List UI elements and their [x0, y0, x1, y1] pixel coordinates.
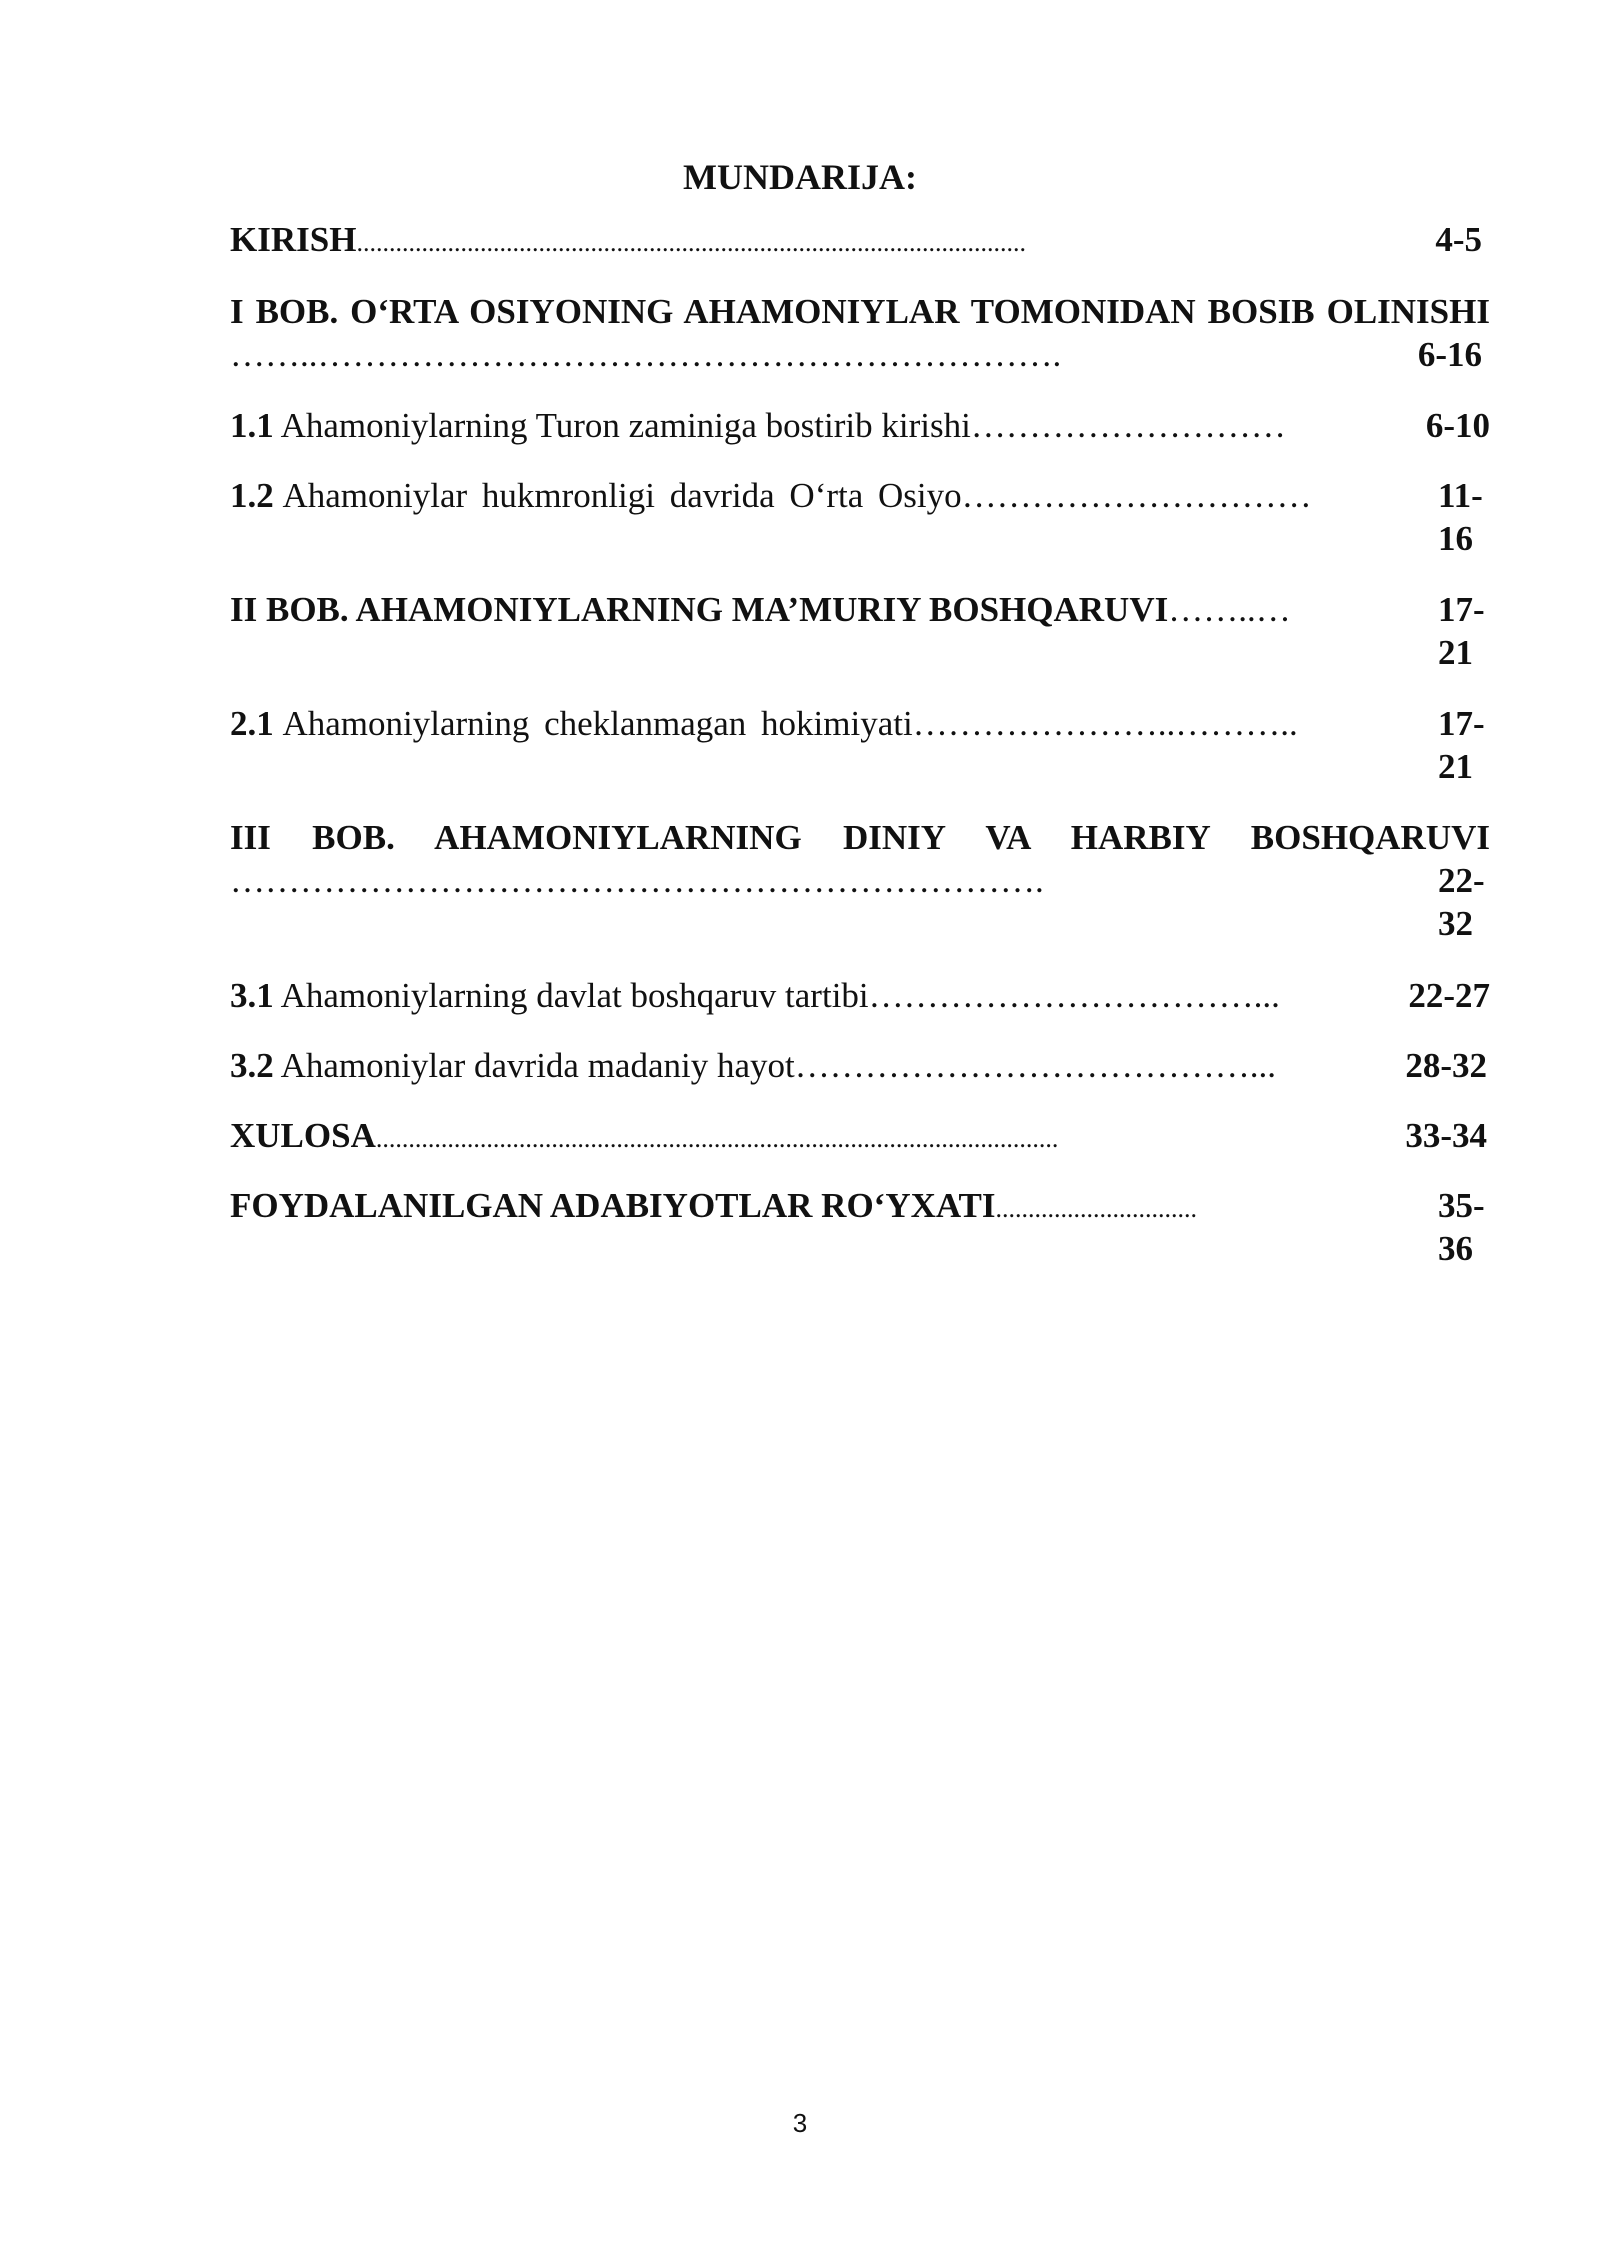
toc-entry-label: Ahamoniylarning davlat boshqaruv tartibi	[280, 976, 869, 1015]
toc-entry-number: 2.1	[230, 704, 274, 743]
toc-entry-pages: 4-5	[1435, 220, 1482, 259]
toc-entry-pages: 22-32	[1438, 861, 1485, 943]
toc-entry-label: I BOB. O‘RTA OSIYONING AHAMONIYLAR TOMONIDAN BOSIB OLINISHI	[230, 292, 1490, 331]
toc-entry-references[interactable]	[230, 1184, 1490, 1230]
toc-entry-pages: 28-32	[1405, 1046, 1487, 1085]
toc-entry-kirish[interactable]	[230, 218, 1490, 264]
toc-entry-chapter-3-line2	[230, 859, 1490, 902]
toc-leader-dots: …………………………………...	[794, 1046, 1276, 1085]
toc-entry-number: 1.2	[230, 476, 274, 515]
toc-entry-2-1[interactable]	[230, 702, 1490, 745]
toc-entry-pages: 6-10	[1425, 406, 1490, 445]
toc-leader-dots: ……………………………...	[868, 976, 1280, 1015]
toc-entry-pages: 11-16	[1438, 476, 1483, 558]
toc-entry-3-1[interactable]	[230, 974, 1490, 1017]
toc-entry-pages: 17-21	[1438, 704, 1485, 786]
toc-entry-3-2[interactable]	[230, 1044, 1490, 1087]
toc-leader-dots: ………………………	[970, 406, 1286, 445]
toc-leader-dots: …………………………………………………………….	[230, 861, 1044, 900]
toc-leader-dots: .......................................................................................................	[356, 228, 1026, 257]
toc-entry-chapter-1[interactable]	[230, 290, 1490, 333]
toc-entry-label: KIRISH	[230, 220, 357, 259]
toc-entry-number: 3.1	[230, 976, 274, 1015]
toc-entry-label: Ahamoniylarning Turon zaminiga bostirib kirishi	[280, 406, 971, 445]
toc-title: MUNDARIJA:	[683, 157, 917, 197]
toc-leader-dots: …………………..………..	[912, 704, 1298, 743]
toc-entry-number: 1.1	[230, 406, 274, 445]
toc-entry-label: XULOSA	[230, 1116, 376, 1155]
toc-entry-number: 3.2	[230, 1046, 274, 1085]
toc-entry-pages: 33-34	[1405, 1116, 1487, 1155]
toc-entry-pages: 6-16	[1417, 335, 1482, 374]
toc-entry-label: FOYDALANILGAN ADABIYOTLAR RO‘YXATI	[230, 1186, 996, 1225]
toc-entry-chapter-2[interactable]	[230, 588, 1490, 631]
toc-leader-dots: ……..…	[1168, 590, 1291, 629]
toc-entry-chapter-1-line2	[230, 333, 1490, 376]
toc-entry-chapter-3[interactable]	[230, 816, 1490, 859]
toc-entry-1-1[interactable]	[230, 404, 1490, 447]
toc-leader-dots: .........................................................................................................	[375, 1124, 1059, 1153]
toc-entry-1-2[interactable]	[230, 474, 1490, 517]
toc-entry-label: Ahamoniylarning cheklanmagan hokimiyati	[282, 704, 913, 743]
page-number: 3	[792, 2108, 808, 2138]
toc-entry-label: Ahamoniylar davrida madaniy hayot	[280, 1046, 795, 1085]
toc-entry-label: II BOB. AHAMONIYLARNING MA’MURIY BOSHQARUVI	[230, 590, 1169, 629]
toc-leader-dots: ...............................	[995, 1194, 1198, 1223]
toc-entry-pages: 22-27	[1408, 976, 1490, 1015]
toc-entry-pages: 35-36	[1438, 1186, 1485, 1268]
toc-entry-xulosa[interactable]	[230, 1114, 1490, 1160]
toc-entry-label: III BOB. AHAMONIYLARNING DINIY VA HARBIY BOSHQARUVI	[230, 818, 1490, 857]
toc-leader-dots: …………………………	[961, 476, 1312, 515]
toc-entry-pages: 17-21	[1438, 590, 1485, 672]
toc-leader-dots: ……..……………………………………………………….	[230, 335, 1062, 374]
toc-entry-label: Ahamoniylar hukmronligi davrida O‘rta Osiyo	[282, 476, 962, 515]
